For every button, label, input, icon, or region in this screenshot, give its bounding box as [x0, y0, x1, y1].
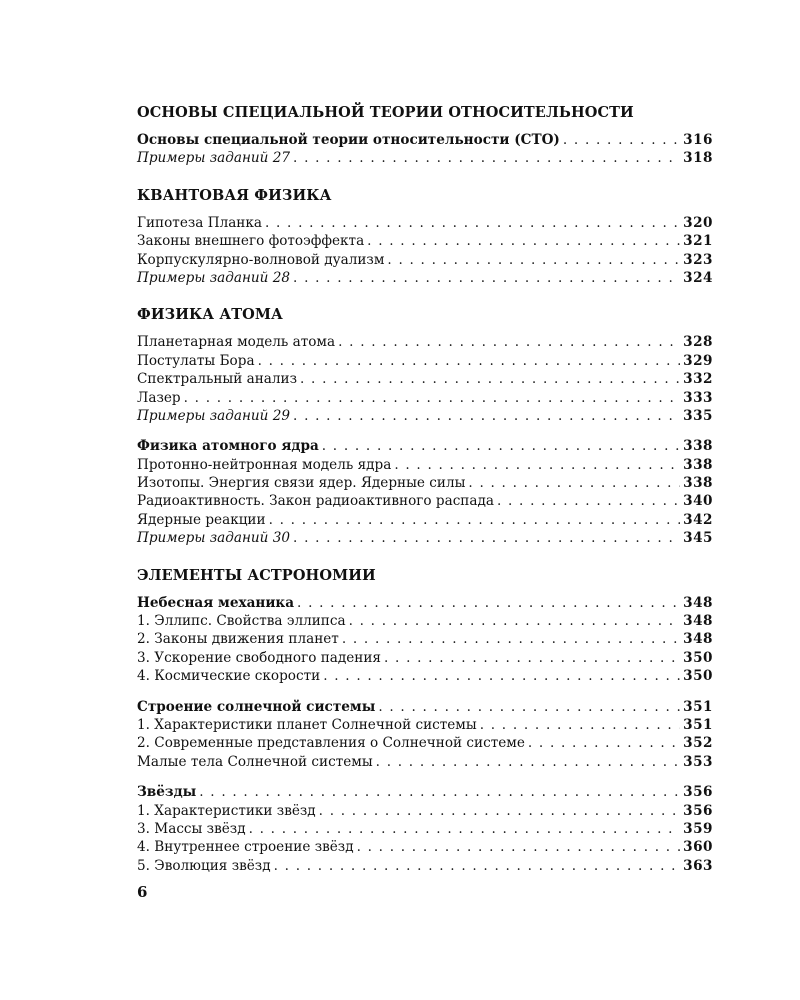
toc-entry-page: 340: [683, 493, 713, 510]
toc-entry-page: 345: [683, 530, 713, 547]
section-heading: ФИЗИКА АТОМА: [137, 306, 283, 324]
dot-leader: [357, 838, 681, 856]
section-spacer: [137, 168, 713, 186]
toc-entry[interactable]: [137, 269, 713, 287]
toc-entry-title: Физика атомного ядра: [137, 438, 319, 455]
toc-entry[interactable]: [137, 370, 713, 388]
toc-entry-title: Планетарная модель атома: [137, 334, 336, 351]
dot-leader: [199, 783, 680, 801]
toc-entry[interactable]: [137, 838, 713, 856]
toc-entry-title: Звёзды: [137, 784, 197, 801]
toc-entry-page: 338: [683, 475, 713, 492]
dot-leader: [265, 214, 680, 232]
dot-leader: [300, 370, 680, 388]
section-heading: КВАНТОВАЯ ФИЗИКА: [137, 186, 332, 204]
toc-entry-page: 320: [683, 214, 713, 231]
toc-entry-page: 351: [683, 698, 713, 715]
toc-entry-page: 350: [683, 649, 713, 666]
toc-entry-page: 360: [683, 839, 713, 856]
toc-entry[interactable]: [137, 594, 713, 612]
toc-entry[interactable]: [137, 630, 713, 648]
toc-entry[interactable]: [137, 820, 713, 838]
page-number: 6: [137, 883, 148, 901]
dot-leader: [528, 734, 680, 752]
section-spacer: [137, 287, 713, 305]
toc-entry[interactable]: [137, 667, 713, 685]
dot-leader: [293, 407, 680, 425]
toc-entry[interactable]: [137, 698, 713, 716]
toc-entry-page: 348: [683, 613, 713, 630]
group-spacer: [137, 771, 713, 783]
toc-entry[interactable]: [137, 352, 713, 370]
toc-entry[interactable]: [137, 474, 713, 492]
toc-entry-page: 335: [683, 407, 713, 424]
toc-entry-page: 348: [683, 594, 713, 611]
dot-leader: [322, 437, 680, 455]
toc-entry-title: 3. Ускорение свободного падения: [137, 649, 381, 666]
toc-entry-title: 1. Эллипс. Свойства эллипса: [137, 613, 346, 630]
dot-leader: [293, 149, 680, 167]
toc-entry-title: 5. Эволюция звёзд: [137, 857, 271, 874]
toc-entry-title: 2. Законы движения планет: [137, 631, 339, 648]
toc-entry-page: 329: [683, 352, 713, 369]
toc-entry-title: Радиоактивность. Закон радиоактивного распада: [137, 493, 494, 510]
toc-entry-title: 2. Современные представления о Солнечной системе: [137, 735, 525, 752]
dot-leader: [249, 820, 681, 838]
toc-entry-title: Ядерные реакции: [137, 511, 266, 528]
toc-entry-page: 356: [683, 784, 713, 801]
toc-entry-title: Гипотеза Планка: [137, 214, 262, 231]
toc-entry-page: 356: [683, 802, 713, 819]
toc-entry-title: 3. Массы звёзд: [137, 820, 246, 837]
toc-entry-page: 351: [683, 716, 713, 733]
toc-entry-title: Постулаты Бора: [137, 352, 255, 369]
toc-entry-title: Примеры заданий 29: [137, 407, 291, 424]
dot-leader: [384, 649, 680, 667]
dot-leader: [293, 269, 680, 287]
toc-entry[interactable]: [137, 131, 713, 149]
toc-entry[interactable]: [137, 333, 713, 351]
section-heading: ОСНОВЫ СПЕЦИАЛЬНОЙ ТЕОРИИ ОТНОСИТЕЛЬНОСТИ: [137, 104, 634, 121]
dot-leader: [184, 389, 681, 407]
dot-leader: [293, 529, 680, 547]
toc-entry[interactable]: [137, 214, 713, 232]
toc-entry-title: Изотопы. Энергия связи ядер. Ядерные силы: [137, 475, 466, 492]
table-of-contents: [137, 103, 713, 875]
toc-entry-title: Спектральный анализ: [137, 371, 298, 388]
toc-entry-title: Небесная механика: [137, 594, 295, 611]
toc-entry[interactable]: [137, 716, 713, 734]
toc-entry[interactable]: [137, 232, 713, 250]
toc-entry-title: Примеры заданий 27: [137, 150, 291, 167]
toc-entry-page: 332: [683, 371, 713, 388]
toc-entry-page: 348: [683, 631, 713, 648]
toc-entry[interactable]: [137, 492, 713, 510]
toc-entry[interactable]: [137, 389, 713, 407]
dot-leader: [319, 802, 680, 820]
toc-entry[interactable]: [137, 437, 713, 455]
toc-entry[interactable]: [137, 802, 713, 820]
toc-entry[interactable]: [137, 251, 713, 269]
toc-entry-title: Основы специальной теории относительности (СТО): [137, 132, 560, 148]
toc-entry-page: 342: [683, 511, 713, 528]
toc-entry[interactable]: [137, 407, 713, 425]
toc-entry-title: 1. Характеристики звёзд: [137, 802, 316, 819]
dot-leader: [269, 511, 681, 529]
dot-leader: [258, 352, 681, 370]
toc-entry-page: 353: [683, 753, 713, 770]
group-spacer: [137, 425, 713, 437]
toc-entry-page: 338: [683, 438, 713, 455]
dot-leader: [497, 492, 680, 510]
dot-leader: [394, 456, 680, 474]
dot-leader: [349, 612, 681, 630]
toc-entry-page: 316: [683, 132, 713, 148]
toc-entry-title: Лазер: [137, 389, 181, 406]
toc-entry-page: 321: [683, 233, 713, 250]
toc-entry-title: Примеры заданий 28: [137, 269, 291, 286]
toc-entry[interactable]: [137, 149, 713, 167]
toc-entry-title: Строение солнечной системы: [137, 698, 376, 715]
toc-entry[interactable]: [137, 456, 713, 474]
toc-entry-title: 1. Характеристики планет Солнечной системы: [137, 716, 477, 733]
toc-entry-title: 4. Внутреннее строение звёзд: [137, 839, 354, 856]
toc-entry-page: 323: [683, 251, 713, 268]
dot-leader: [468, 474, 680, 492]
dot-leader: [342, 630, 680, 648]
section-heading: ЭЛЕМЕНТЫ АСТРОНОМИИ: [137, 566, 376, 584]
toc-entry-page: 359: [683, 820, 713, 837]
toc-entry-title: Малые тела Солнечной системы: [137, 753, 373, 770]
dot-leader: [480, 716, 680, 734]
group-spacer: [137, 686, 713, 698]
toc-entry-page: 318: [683, 150, 713, 167]
toc-entry[interactable]: [137, 857, 713, 875]
dot-leader: [367, 232, 680, 250]
toc-entry-title: Корпускулярно-волновой дуализм: [137, 251, 385, 268]
toc-entry[interactable]: [137, 529, 713, 547]
dot-leader: [323, 667, 680, 685]
dot-leader: [378, 698, 680, 716]
toc-entry[interactable]: [137, 612, 713, 630]
toc-entry-title: Примеры заданий 30: [137, 530, 291, 547]
toc-entry-page: 338: [683, 456, 713, 473]
section-spacer: [137, 548, 713, 566]
toc-entry[interactable]: [137, 649, 713, 667]
toc-entry-page: 328: [683, 334, 713, 351]
dot-leader: [338, 333, 680, 351]
dot-leader: [297, 594, 680, 612]
toc-entry-page: 333: [683, 389, 713, 406]
toc-entry[interactable]: [137, 511, 713, 529]
toc-entry[interactable]: [137, 734, 713, 752]
dot-leader: [563, 131, 680, 149]
dot-leader: [376, 753, 680, 771]
toc-entry[interactable]: [137, 783, 713, 801]
toc-entry[interactable]: [137, 753, 713, 771]
toc-entry-title: 4. Космические скорости: [137, 668, 321, 685]
toc-entry-page: 352: [683, 735, 713, 752]
toc-entry-page: 324: [683, 269, 713, 286]
dot-leader: [274, 857, 681, 875]
toc-entry-title: Законы внешнего фотоэффекта: [137, 233, 365, 250]
toc-entry-title: Протонно-нейтронная модель ядра: [137, 456, 392, 473]
toc-entry-page: 363: [683, 857, 713, 874]
dot-leader: [387, 251, 680, 269]
toc-entry-page: 350: [683, 668, 713, 685]
